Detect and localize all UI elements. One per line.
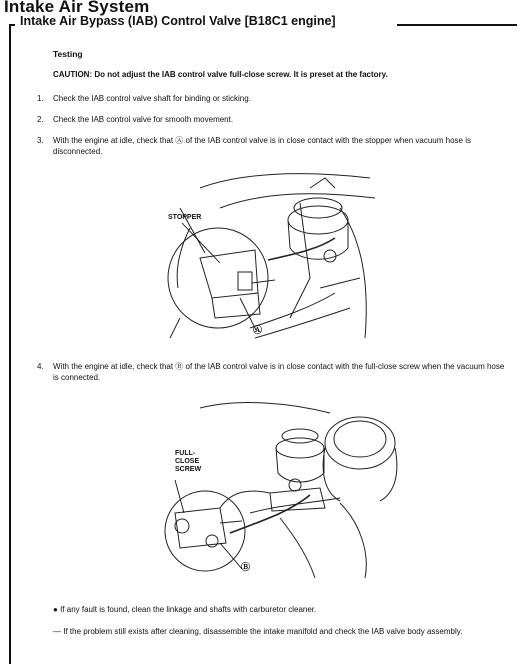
note-text: If any fault is found, clean the linkage and shafts with carburetor cleaner. (60, 605, 317, 614)
note-disassemble (53, 627, 462, 636)
step-text: With the engine at idle, check that Ⓐ of the IAB control valve is in close contact with the stopper when vacuum hose is disconnected. (53, 136, 471, 156)
label-full-close-screw: FULL- CLOSE SCREW (175, 450, 202, 473)
step-text: Check the IAB control valve shaft for binding or sticking. (53, 94, 251, 103)
subheading: Testing (53, 49, 83, 59)
section-title: Intake Air Bypass (IAB) Control Valve [B18C1 engine] (20, 14, 336, 28)
callout-a: Ⓐ (253, 325, 263, 335)
bullet-icon: ● (53, 605, 58, 614)
section-rule (397, 24, 517, 26)
note-text: If the problem still exists after cleaning, disassemble the intake manifold and check the IAB valve body assembly. (63, 627, 463, 636)
step-number: 2. (37, 115, 44, 124)
step-number: 4. (37, 362, 44, 371)
step-number: 3. (37, 136, 44, 145)
section-bracket (9, 24, 11, 664)
step-text: With the engine at idle, check that Ⓑ of the IAB control valve is in close contact with the full-close screw when the vacuum hose is connected. (53, 362, 505, 382)
section-bracket-tick (9, 24, 15, 26)
figure-stopper-illustration (160, 168, 380, 348)
dash-icon: — (53, 627, 61, 636)
label-stopper: STOPPER (168, 214, 202, 221)
callout-b: Ⓑ (241, 562, 251, 572)
figure-full-close-screw-illustration (160, 393, 420, 578)
caution-text: CAUTION: Do not adjust the IAB control valve full-close screw. It is preset at the factory. (53, 70, 388, 79)
note-clean (53, 605, 316, 614)
page-title: Intake Air System (4, 0, 150, 16)
step-number: 1. (37, 94, 44, 103)
step-text: Check the IAB control valve for smooth movement. (53, 115, 234, 124)
